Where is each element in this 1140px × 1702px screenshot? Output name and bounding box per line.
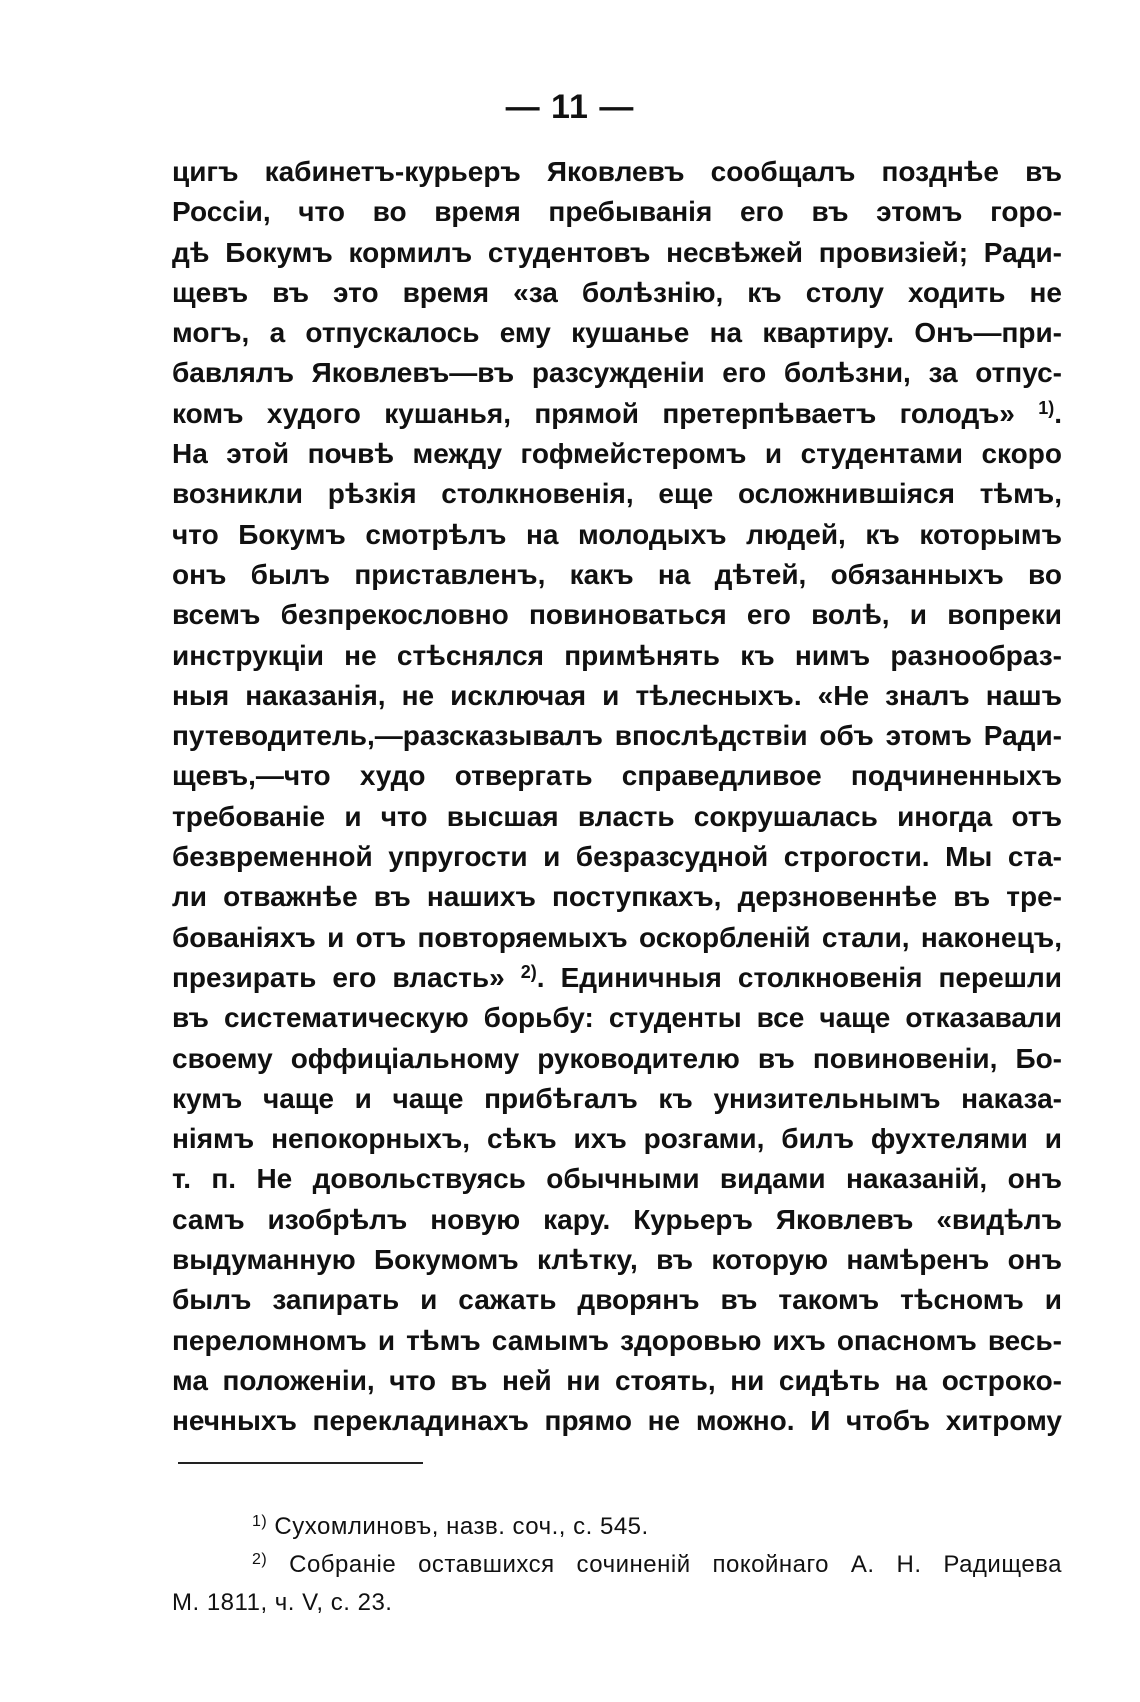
text-line: могъ, а отпускалось ему кушанье на квартиру. Онъ—при- xyxy=(172,317,1062,349)
text-line: бавлялъ Яковлевъ—въ разсужденіи его болѣзни, за отпус- xyxy=(172,357,1062,389)
text-line: онъ былъ приставленъ, какъ на дѣтей, обязанныхъ во xyxy=(172,558,1062,590)
footnote-1-mark: 1) xyxy=(252,1513,268,1530)
footnote-2 xyxy=(172,1546,1062,1584)
text-line: безвременной упругости и безразсудной строгости. Мы ста- xyxy=(172,841,1062,873)
footnotes xyxy=(172,1508,1062,1622)
text-line-part: комъ худого кушанья, прямой претерпѣваетъ голодъ» xyxy=(172,397,1015,429)
text-line-part: презирать его власть» xyxy=(172,961,505,993)
text-line: инструкціи не стѣснялся примѣнять къ нимъ разнообраз- xyxy=(172,639,1062,671)
text-line: въ систематическую борьбу: студенты все чаще отказавали xyxy=(172,1002,1062,1034)
text-line: ніямъ непокорныхъ, сѣкъ ихъ розгами, билъ фухтелями и xyxy=(172,1123,1062,1155)
text-line: возникли рѣзкія столкновенія, еще осложнившіяся тѣмъ, xyxy=(172,478,1062,510)
footnote-1 xyxy=(172,1508,1062,1546)
footnote-2-continuation: М. 1811, ч. V, с. 23. xyxy=(172,1589,393,1616)
text-line: бованіяхъ и отъ повторяемыхъ оскорбленій стали, наконецъ, xyxy=(172,921,1062,953)
text-line: щевъ,—что худо отвергать справедливое подчиненныхъ xyxy=(172,760,1062,792)
footnote-ref-2: 2) xyxy=(520,961,537,982)
footnote-divider xyxy=(178,1462,423,1464)
text-line: т. п. Не довольствуясь обычными видами наказаній, онъ xyxy=(172,1163,1062,1195)
text-line: самъ изобрѣлъ новую кару. Курьеръ Яковлевъ «видѣлъ xyxy=(172,1203,1062,1235)
page-number: — 11 — xyxy=(505,88,635,126)
text-line: На этой почвѣ между гофмейстеромъ и студентами скоро xyxy=(172,438,1062,470)
text-line: требованіе и что высшая власть сокрушалась иногда отъ xyxy=(172,800,1062,832)
footnote-2-text: Собраніе оставшихся сочиненій покойнаго А. Н. Радищева xyxy=(289,1551,1062,1578)
text-line: кумъ чаще и чаще прибѣгалъ къ унизительнымъ наказа- xyxy=(172,1082,1062,1114)
text-line: ныя наказанія, не исключая и тѣлесныхъ. «Не зналъ нашъ xyxy=(172,679,1062,711)
text-line: нечныхъ перекладинахъ прямо не можно. И чтобъ хитрому xyxy=(172,1405,1062,1437)
text-line: дѣ Бокумъ кормилъ студентовъ несвѣжей провизіей; Ради- xyxy=(172,236,1062,268)
text-line: переломномъ и тѣмъ самымъ здоровью ихъ опасномъ весь- xyxy=(172,1324,1062,1356)
text-line-part: . Единичныя столкновенія перешли xyxy=(536,961,1062,993)
text-line-with-ref: комъ худого кушанья, прямой претерпѣваетъ голодъ» $^{1)}$. xyxy=(172,397,1062,429)
text-line: своему оффиціальному руководителю въ повиновеніи, Бо- xyxy=(172,1042,1062,1074)
text-line-with-ref xyxy=(172,958,1062,998)
footnote-ref-1: 1) xyxy=(1038,397,1055,418)
text-line: Россіи, что во время пребыванія его въ этомъ горо- xyxy=(172,196,1062,228)
text-line: всемъ безпрекословно повиноваться его волѣ, и вопреки xyxy=(172,599,1062,631)
body-text xyxy=(172,152,1062,1442)
text-line: ли отважнѣе въ нашихъ поступкахъ, дерзновеннѣе въ тре- xyxy=(172,881,1062,913)
text-line: что Бокумъ смотрѣлъ на молодыхъ людей, къ которымъ xyxy=(172,518,1062,550)
footnote-2-mark: 2) xyxy=(252,1551,268,1568)
text-line: былъ запирать и сажать дворянъ въ такомъ тѣсномъ и xyxy=(172,1284,1062,1316)
footnote-1-text: Сухомлиновъ, назв. соч., с. 545. xyxy=(274,1513,649,1540)
text-line: путеводитель,—разсказывалъ впослѣдствіи объ этомъ Ради- xyxy=(172,720,1062,752)
text-line: ма положеніи, что въ ней ни стоять, ни сидѣть на остроко- xyxy=(172,1364,1062,1396)
text-line: щевъ въ это время «за болѣзнію, къ столу ходить не xyxy=(172,276,1062,308)
text-line: выдуманную Бокумомъ клѣтку, въ которую намѣренъ онъ xyxy=(172,1244,1062,1276)
text-line: цигъ кабинетъ-курьеръ Яковлевъ сообщалъ позднѣе въ xyxy=(172,156,1062,187)
